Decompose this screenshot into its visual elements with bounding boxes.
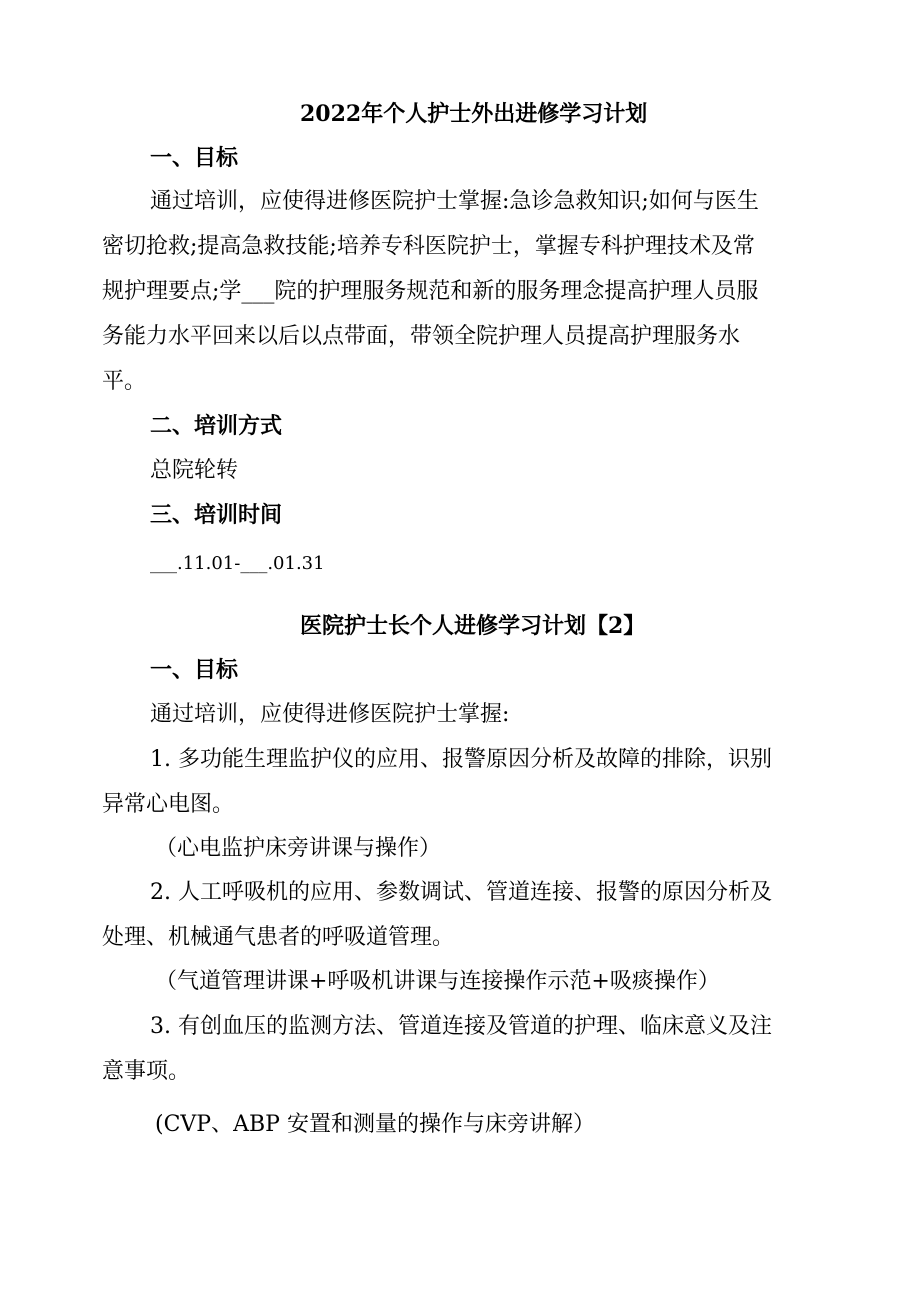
section2-item3-line: 意事项。 xyxy=(102,1059,191,1084)
section1-title: 2022年个人护士外出进修学习计划 xyxy=(300,101,648,127)
section2-intro: 通过培训，应使得进修医院护士掌握: xyxy=(150,702,510,727)
section2-goal-heading: 一、目标 xyxy=(150,657,239,683)
section1-method-heading: 二、培训方式 xyxy=(150,413,283,439)
section1-goal-line: 密切抢救;提高急救技能;培养专科医院护士，掌握专科护理技术及常 xyxy=(102,234,755,259)
section2-item1-note: （心电监护床旁讲课与操作） xyxy=(155,836,442,861)
section1-goal-line: 规护理要点;学___院的护理服务规范和新的服务理念提高护理人员服 xyxy=(102,279,759,304)
section2-item3-note: (CVP、ABP 安置和测量的操作与床旁讲解） xyxy=(155,1112,595,1137)
section1-method-text: 总院轮转 xyxy=(150,458,239,483)
section2-item1-line: 1. 多功能生理监护仪的应用、报警原因分析及故障的排除，识别 xyxy=(150,747,772,772)
section2-item2-note: （气道管理讲课+呼吸机讲课与连接操作示范+吸痰操作） xyxy=(155,969,720,994)
section1-goal-line: 平。 xyxy=(102,369,147,394)
section1-goal-line: 通过培训，应使得进修医院护士掌握:急诊急救知识;如何与医生 xyxy=(150,189,759,214)
section2-item3-line: 3. 有创血压的监测方法、管道连接及管道的护理、临床意义及注 xyxy=(150,1014,772,1039)
section2-title: 医院护士长个人进修学习计划【2】 xyxy=(300,613,646,639)
section2-item1-line: 异常心电图。 xyxy=(102,792,235,817)
section2-item2-line: 2. 人工呼吸机的应用、参数调试、管道连接、报警的原因分析及 xyxy=(150,880,772,905)
section1-goal-line: 务能力水平回来以后以点带面，带领全院护理人员提高护理服务水 xyxy=(102,324,741,349)
section1-time-text: ___.11.01-___.01.31 xyxy=(150,553,325,574)
section1-goal-heading: 一、目标 xyxy=(150,145,239,171)
section1-time-heading: 三、培训时间 xyxy=(150,502,283,528)
section2-item2-line: 处理、机械通气患者的呼吸道管理。 xyxy=(102,925,455,950)
